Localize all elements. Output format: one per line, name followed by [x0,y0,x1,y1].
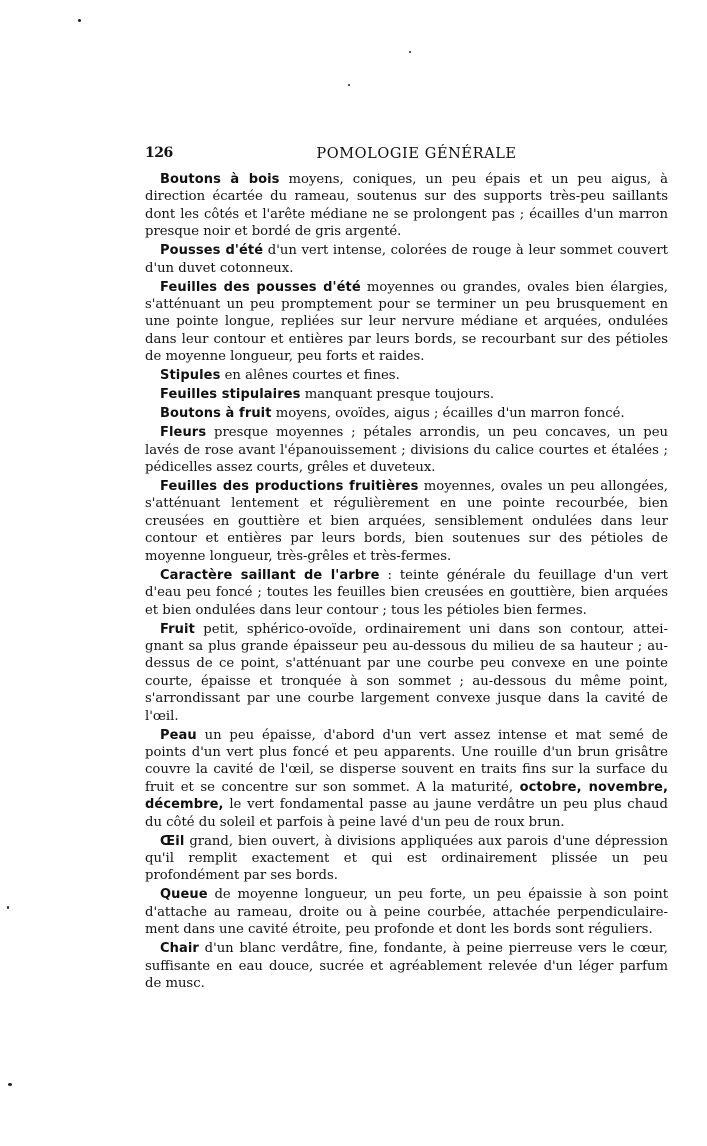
entry-term: Feuilles des productions fruitières [160,479,419,495]
entry-boutons-a-fruit [145,405,668,422]
running-head [145,141,668,165]
maturity-months: octobre, novembre, décembre, [145,779,669,813]
entry-stipules [145,367,668,384]
entry-boutons-a-bois [145,171,668,241]
entry-pousses-d-ete [145,242,668,277]
entry-term: Feuilles des pousses d'été [160,279,361,295]
entry-text: un peu épaisse, d'abord d'un vert assez intense et mat semé de points d'un vert plus foncé et peu apparents. Une rouille d'un brun grisâtre couvre la cavité de l'œil, se disperse souvent en traits fins sur la surface du fruit et se concentre sur son sommet. A la maturité, [145,727,668,795]
entry-term: Pousses d'été [160,243,264,259]
page-number: 126 [145,145,173,161]
entry-feuilles-des-productions-fruitieres [145,478,668,565]
entry-text: presque moyennes ; pétales arrondis, un peu concaves, un peu lavés de rose avant l'épanouissement ; divisions du calice courtes et étalées ; pédicelles assez courts, grêles et duveteux. [145,425,668,476]
scan-speck [8,1083,12,1086]
entry-text: en alênes courtes et fines. [220,368,400,384]
running-title: POMOLOGIE GÉNÉRALE [316,146,517,162]
entry-text: grand, bien ouvert, à divisions appliquées aux parois d'une dépression qu'il remplit exactement et qui est ordinairement plissée un peu profondément par ses bords. [145,833,668,884]
entry-term: Stipules [160,368,221,384]
scan-speck [348,84,350,86]
entry-term: Œil [160,833,185,849]
entry-fruit [145,621,668,725]
entry-term: Peau [160,727,197,743]
entry-text: de moyenne longueur, un peu forte, un peu épaissie à son point d'attache au rameau, droite ou à peine courbée, attachée perpendiculairement dans une cavité étroite, peu profonde et dont les bords sont réguliers. [145,887,668,938]
entry-feuilles-stipulaires [145,386,668,403]
entry-text: moyennes, ovales un peu allongées, s'atténuant lentement et régulièrement en une pointe recourbée, bien creusées en gouttière et bien arquées, sensiblement ondulées dans leur contour et entières par leurs bords, bien soutenues sur des pétioles de moyenne longueur, très-grêles et très-fermes. [145,479,668,564]
entry-term: Boutons à fruit [160,406,272,422]
entry-oeil [145,833,668,885]
entry-peau [145,727,668,831]
entry-text: d'un blanc verdâtre, fine, fondante, à peine pierreuse vers le cœur, suffisante en eau douce, sucrée et agréablement relevée d'un léger parfum de musc. [145,941,668,991]
entry-text: moyens, coniques, un peu épais et un peu aigus, à direction écartée du rameau, soutenus sur des supports très-peu saillants dont les côtés et l'arête médiane ne se prolongent pas ; écailles d'un marron presque noir et bordé de gris argenté. [145,172,669,240]
entry-text: : teinte générale du feuillage d'un vert d'eau peu foncé ; toutes les feuilles bien creusées en gouttière, bien arquées et bien ondulées dans leur contour ; tous les pétioles bien fermes. [145,567,668,618]
entry-text: manquant presque toujours. [300,387,495,403]
entry-text: moyens, ovoïdes, aigus ; écailles d'un marron foncé. [271,406,625,422]
entry-text: d'un vert intense, colorées de rouge à leur sommet couvert d'un duvet cotonneux. [145,243,668,276]
entry-feuilles-des-pousses-d-ete [145,279,668,366]
entry-fleurs [145,424,668,476]
entry-term: Fleurs [160,425,207,441]
book-page [145,141,668,994]
entry-term: Queue [160,887,208,903]
entry-term: Fruit [160,621,195,637]
entry-term: Caractère saillant de l'arbre [160,567,380,583]
entry-text: moyennes ou grandes, ovales bien élargies, s'atténuant un peu promptement pour se terminer un peu brusquement en une pointe longue, repliées sur leur nervure médiane et arquées, ondulées dans leur contour et entières par leurs bords, se recourbant sur des pétioles de moyenne longueur, peu forts et raides. [145,279,668,365]
scan-speck [7,906,9,909]
entry-term: Chair [160,941,199,957]
entry-term: Feuilles stipulaires [160,387,301,403]
entry-queue [145,886,668,938]
entry-chair [145,940,668,992]
entry-text: petit, sphérico-ovoïde, ordinairement uni dans son contour, atteignant sa plus grande épaisseur peu au-dessous du milieu de sa hauteur ; au-dessus de ce point, s'atténuant par une courbe peu convexe en une pointe courte, épaisse et tronquée à son sommet ; au-dessous du même point, s'arrondissant par une courbe largement convexe jusque dans la cavité de l'œil. [145,621,668,724]
entry-caractere-saillant [145,567,668,619]
scan-speck [409,51,411,53]
entry-text-after: le vert fondamental passe au jaune verdâtre un peu plus chaud du côté du soleil et parfois à peine lavé d'un peu de roux brun. [145,797,668,830]
scan-speck [78,19,81,22]
entry-term: Boutons à bois [160,172,280,187]
